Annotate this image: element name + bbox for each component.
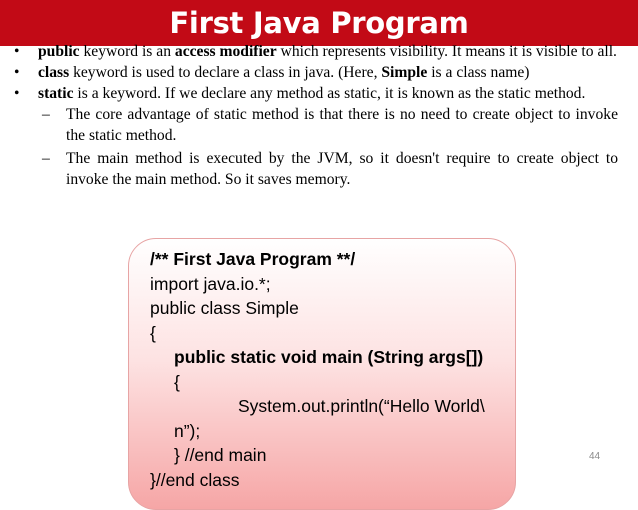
bullet-public: [14, 41, 618, 62]
code-line-import: import java.io.*;: [150, 273, 271, 294]
bullet-text: is a class name): [427, 64, 530, 81]
bullet-dot-icon: •: [14, 85, 20, 102]
bullet-text: which represents visibility. It means it is visible to all.: [276, 43, 617, 60]
code-block: [150, 247, 510, 492]
bullet-bold-term: class: [38, 64, 70, 81]
code-line-open-brace: {: [150, 322, 156, 343]
code-line-println-cont: n”);: [174, 420, 201, 441]
code-line-end-class: }//end class: [150, 469, 240, 490]
sub-bullet-static-advantage: [14, 104, 618, 146]
bullet-text: keyword is an: [79, 43, 175, 60]
bullet-class: [14, 62, 618, 83]
sub-bullet-text: The main method is executed by the JVM, so it doesn't require to create object to invoke the main method. So it saves memory.: [66, 150, 618, 188]
sub-bullet-main-method: [14, 148, 618, 190]
code-line-class-decl: public class Simple: [150, 298, 299, 318]
slide-content: [14, 41, 618, 190]
bullet-static: [14, 83, 618, 104]
slide-title: First Java Program: [169, 6, 469, 40]
code-line-comment: /** First Java Program **/: [150, 249, 356, 269]
dash-icon: –: [42, 150, 50, 167]
bullet-bold-term: Simple: [381, 64, 428, 81]
dash-icon: –: [42, 106, 50, 123]
bullet-bold-term: public: [38, 43, 80, 60]
bullet-text: keyword is used to declare a class in java. (Here,: [69, 64, 382, 81]
sub-bullet-text: The core advantage of static method is that there is no need to create object to invoke the static method.: [66, 106, 618, 144]
bullet-text: is a keyword. If we declare any method as static, it is known as the static method.: [73, 85, 586, 102]
code-line-end-main: } //end main: [174, 445, 267, 465]
bullet-bold-term: static: [38, 85, 74, 102]
bullet-dot-icon: •: [14, 64, 20, 81]
bullet-dot-icon: •: [14, 43, 20, 60]
code-line-println: System.out.println(“Hello World\: [238, 396, 485, 416]
code-line-main-decl: public static void main (String args[]): [174, 347, 484, 367]
page-number: 44: [589, 451, 601, 462]
code-line-main-open-brace: {: [174, 371, 180, 392]
bullet-bold-term: access modifier: [174, 43, 277, 60]
